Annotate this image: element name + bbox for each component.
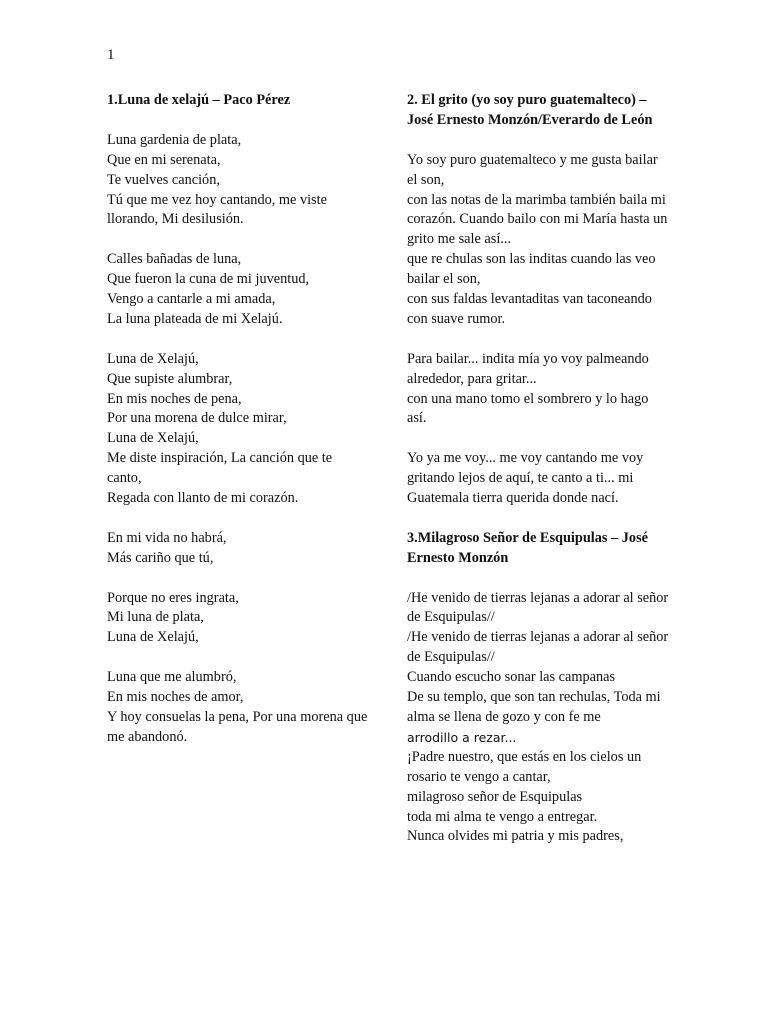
right-column [407, 91, 669, 867]
lyric-line: Luna de Xelajú, [107, 629, 199, 646]
lyric-line: milagroso señor de Esquipulas [407, 788, 583, 805]
lyric-line: Por una morena de dulce mirar, [107, 410, 287, 427]
lyric-line: Luna de Xelajú, [107, 430, 199, 447]
lyric-line: Luna que me alumbró, [107, 669, 237, 686]
lyric-line: Nunca olvides mi patria y mis padres, [407, 828, 624, 845]
lyric-line: /He venido de tierras lejanas a adorar al señor de Esquipulas// [407, 589, 669, 626]
lyric-line: Yo ya me voy... me voy cantando me voy gritando lejos de aquí, te canto a ti... mi Guatemala tierra querida donde nací. [407, 450, 644, 507]
lyric-line: Porque no eres ingrata, [107, 589, 239, 606]
lyric-line: En mi vida no habrá, [107, 529, 227, 546]
lyric-line: La luna plateada de mi Xelajú. [107, 310, 283, 327]
lyric-line: Mi luna de plata, [107, 609, 204, 626]
lyric-line: Que fueron la cuna de mi juventud, [107, 271, 310, 288]
lyric-line: /He venido de tierras lejanas a adorar al señor de Esquipulas// [407, 629, 669, 666]
stanza [407, 151, 669, 330]
lyric-line: Cuando escucho sonar las campanas [407, 669, 616, 686]
lyric-line: Más cariño que tú, [107, 549, 214, 566]
lyric-line: Tú que me vez hoy cantando, me viste llorando, Mi desilusión. [107, 191, 327, 228]
lyric-line: Me diste inspiración, La canción que te canto, [107, 450, 333, 487]
lyric-line: que re chulas son las inditas cuando las veo bailar el son, [407, 251, 656, 288]
stanza [107, 131, 369, 231]
lyric-line: arrodillo a rezar... [407, 729, 517, 745]
lyric-line: Y hoy consuelas la pena, Por una morena que me abandonó. [107, 709, 368, 745]
lyric-line: Que en mi serenata, [107, 151, 221, 168]
lyric-line: Yo soy puro guatemalteco y me gusta bailar el son, [407, 151, 658, 188]
lyric-line: En mis noches de amor, [107, 689, 244, 706]
stanza [107, 250, 369, 330]
song-title: 3.Milagroso Señor de Esquipulas – José Ernesto Monzón [407, 529, 648, 566]
lyric-line: De su templo, que son tan rechulas, Toda mi alma se llena de gozo y con fe me [407, 689, 661, 726]
stanza [407, 350, 669, 430]
song-title: 2. El grito (yo soy puro guatemalteco) – José Ernesto Monzón/Everardo de León [407, 92, 653, 128]
stanza [107, 529, 369, 569]
lyric-line: toda mi alma te vengo a entregar. [407, 808, 598, 825]
stanza [107, 350, 369, 509]
lyric-line: Vengo a cantarle a mi amada, [107, 291, 276, 308]
lyric-line: ¡Padre nuestro, que estás en los cielos un rosario te vengo a cantar, [407, 748, 642, 785]
song-title: 1.Luna de xelajú – Paco Pérez [107, 92, 291, 108]
lyric-line: En mis noches de pena, [107, 390, 242, 407]
stanza [407, 449, 669, 509]
lyric-line: Regada con llanto de mi corazón. [107, 490, 299, 507]
stanza [407, 589, 669, 848]
stanza [107, 668, 369, 748]
left-column [107, 91, 369, 768]
lyric-line: con sus faldas levantaditas van taconeando con suave rumor. [407, 291, 652, 327]
lyric-line: Que supiste alumbrar, [107, 370, 233, 387]
lyric-line: Luna gardenia de plata, [107, 131, 242, 148]
lyric-line: con una mano tomo el sombrero y lo hago así. [407, 390, 649, 427]
lyric-line: Luna de Xelajú, [107, 350, 199, 367]
page-number: 1 [107, 47, 115, 63]
lyric-line: con las notas de la marimba también baila mi corazón. Cuando bailo con mi María hasta un grito me sale así... [407, 191, 668, 248]
lyric-line: Para bailar... indita mía yo voy palmeando alrededor, para gritar... [407, 350, 649, 387]
lyric-line: Calles bañadas de luna, [107, 251, 242, 268]
lyric-line: Te vuelves canción, [107, 171, 220, 188]
stanza [107, 589, 369, 649]
